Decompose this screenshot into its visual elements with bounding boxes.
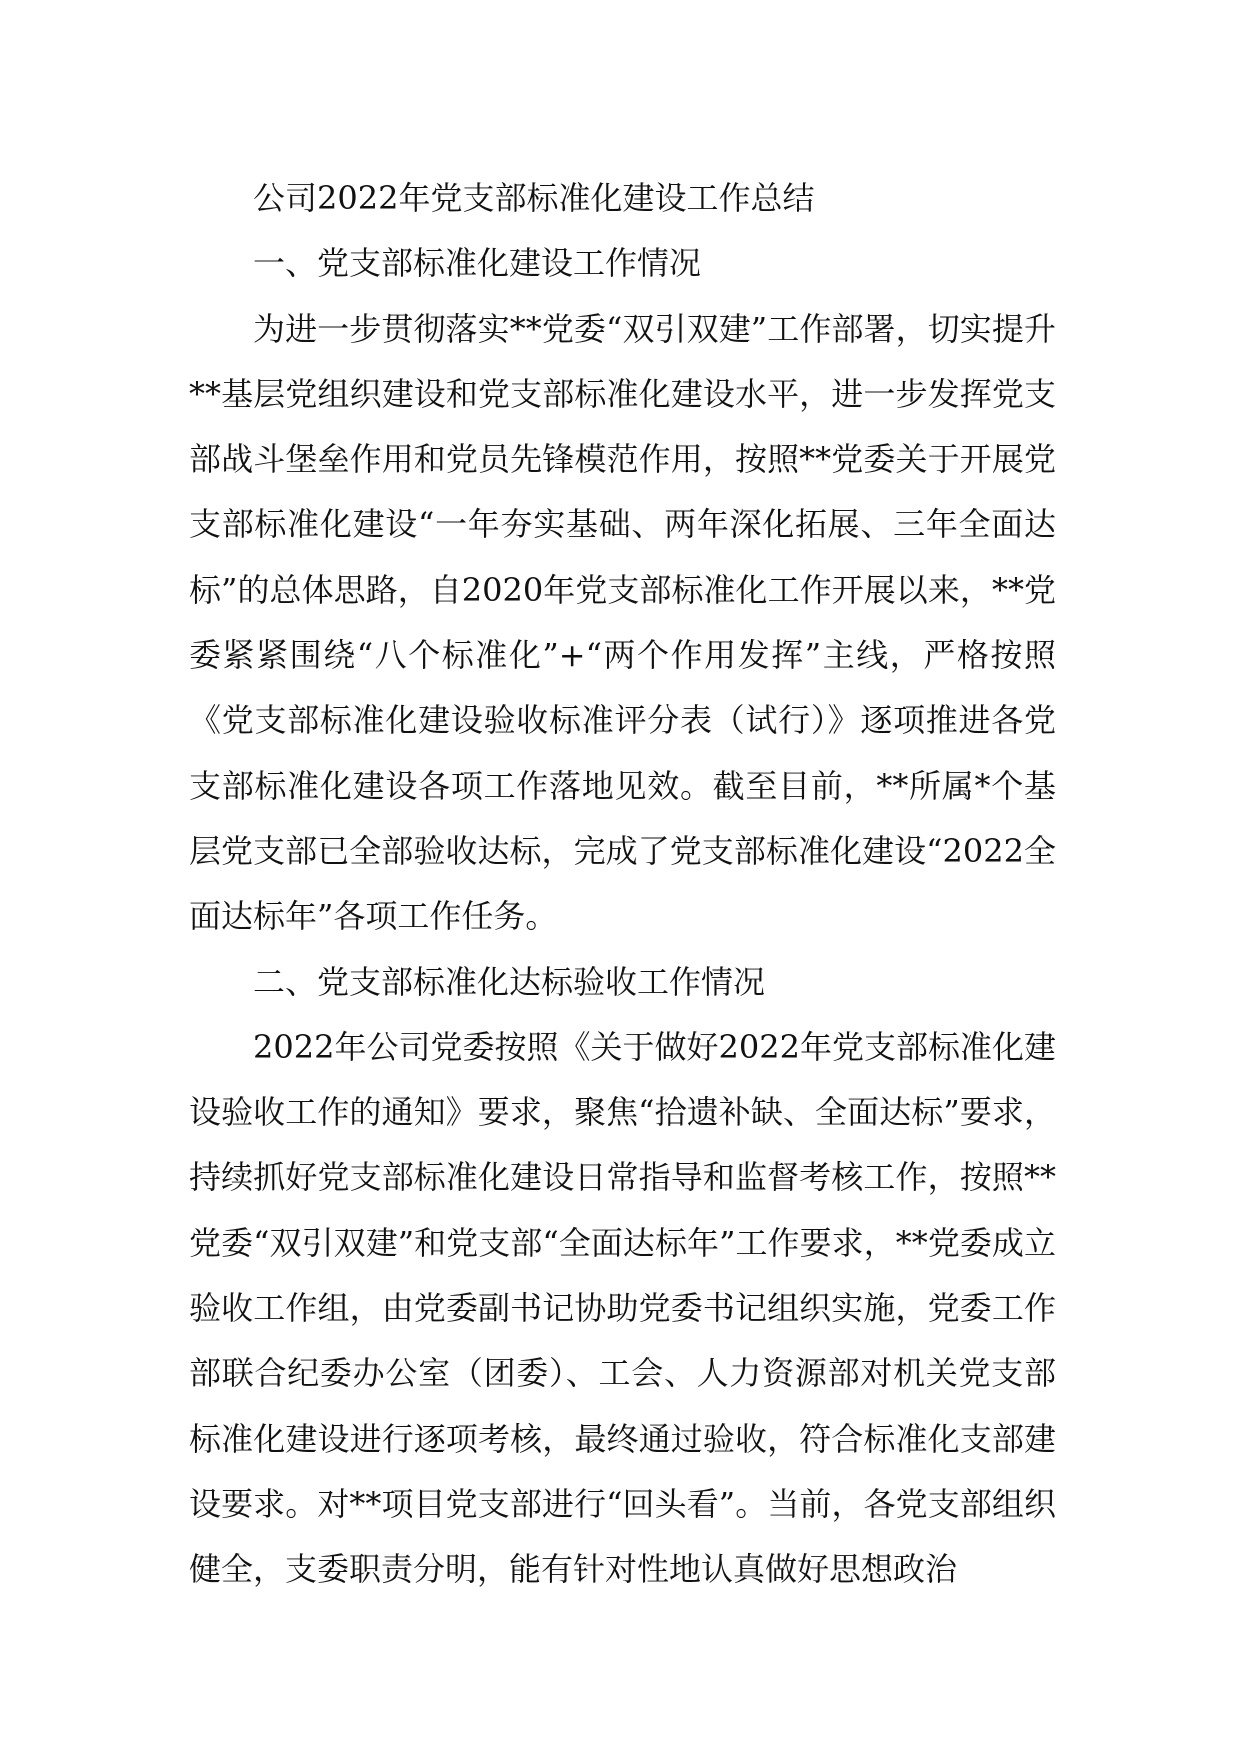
section-2-heading: 二、党支部标准化达标验收工作情况 bbox=[253, 962, 766, 1001]
document-body bbox=[189, 166, 1056, 1603]
document-title: 公司2022年党支部标准化建设工作总结 bbox=[253, 179, 815, 217]
section-2-paragraph: 2022年公司党委按照《关于做好2022年党支部标准化建设验收工作的通知》要求，聚焦“拾遗补缺、全面达标”要求，持续抓好党支部标准化建设日常指导和监督考核工作，按照**党委“双引双建”和党支部“全面达标年”工作要求，**党委成立验收工作组，由党委副书记协助党委书记组织实施，党委工作部联合纪委办公室（团委）、工会、人力资源部对机关党支部标准化建设进行逐项考核，最终通过验收，符合标准化支部建设要求。对**项目党支部进行“回头看”。当前，各党支部组织健全，支委职责分明，能有针对性地认真做好思想政治 bbox=[189, 1027, 1056, 1589]
section-1-heading: 一、党支部标准化建设工作情况 bbox=[253, 244, 702, 283]
section-1-paragraph: 为进一步贯彻落实**党委“双引双建”工作部署，切实提升**基层党组织建设和党支部标准化建设水平，进一步发挥党支部战斗堡垒作用和党员先锋模范作用，按照**党委关于开展党支部标准化建设“一年夯实基础、两年深化拓展、三年全面达标”的总体思路，自2020年党支部标准化工作开展以来，**党委紧紧围绕“八个标准化”+“两个作用发挥”主线，严格按照《党支部标准化建设验收标准评分表（试行）》逐项推进各党支部标准化建设各项工作落地见效。截至目前，**所属*个基层党支部已全部验收达标，完成了党支部标准化建设“2022全面达标年”各项工作任务。 bbox=[189, 309, 1056, 936]
